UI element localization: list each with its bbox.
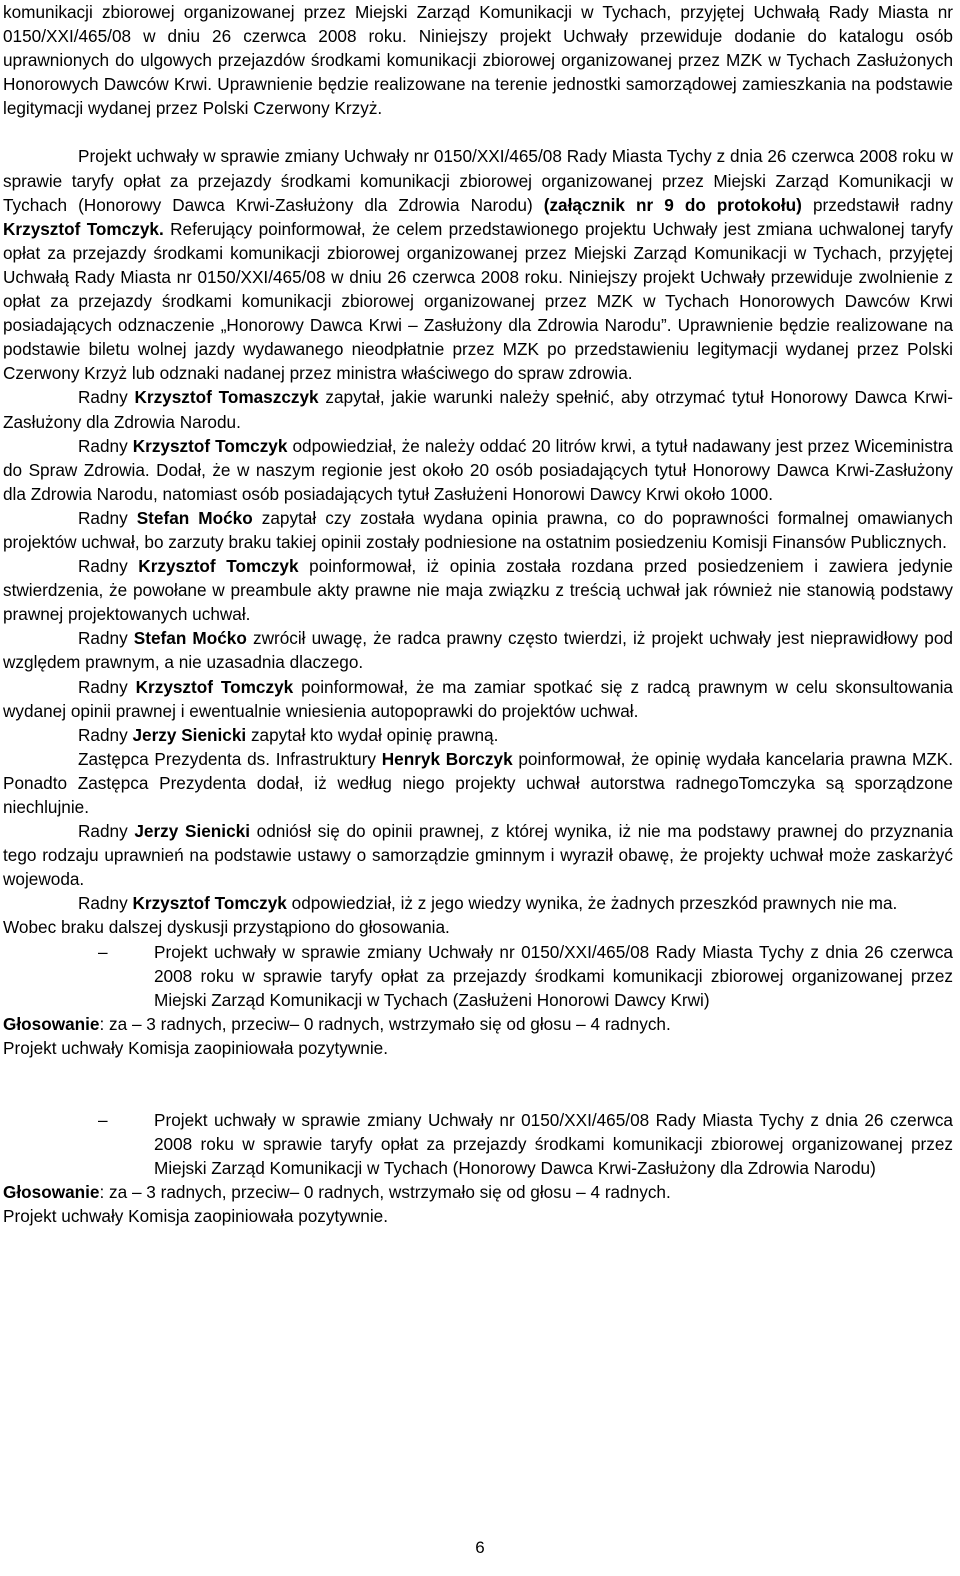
paragraph-tomczyk-3 xyxy=(3,675,953,723)
vote-item-2 xyxy=(3,1108,953,1180)
text: odpowiedział, że należy oddać 20 litrów krwi, a tytuł nadawany jest przez Wiceministra do Spraw Zdrowia. Dodał, że w naszym regionie jest około 20 osób posiadających tytuł Honorowy Dawca Krwi-Zasłużony dla Zdrowia Narodu, natomiast osób posiadających tytuł Zasłużeni Honorowi Dawcy Krwi około 1000. xyxy=(3,435,953,504)
text: Radny xyxy=(78,387,135,408)
vote-result-text: : za – 3 radnych, przeciw– 0 radnych, wstrzymało się od głosu – 4 radnych. xyxy=(99,1182,671,1203)
text: odpowiedział, iż z jego wiedzy wynika, że żadnych przeszkód prawnych nie ma. xyxy=(286,893,898,914)
text: Radny xyxy=(78,676,136,697)
dash-bullet: – xyxy=(98,1110,108,1131)
paragraph-tomczyk-4 xyxy=(3,891,953,915)
vote-result-1 xyxy=(3,1012,953,1036)
speaker-name: Krzysztof Tomczyk xyxy=(135,676,294,697)
paragraph-borczyk xyxy=(3,747,953,819)
spacer xyxy=(3,120,953,144)
text: Radny xyxy=(78,893,133,914)
vote-item-1 xyxy=(3,940,953,1012)
paragraph-mocko-2 xyxy=(3,626,953,674)
vote-item-text: Projekt uchwały w sprawie zmiany Uchwały nr 0150/XXI/465/08 Rady Miasta Tychy z dnia 26 czerwca 2008 roku w sprawie taryfy opłat za przejazdy środkami komunikacji zbiorowej organizowanej przez Miejski Zarząd Komunikacji w Tychach (Zasłużeni Honorowi Dawcy Krwi) xyxy=(154,941,953,1010)
vote-item-text: Projekt uchwały w sprawie zmiany Uchwały nr 0150/XXI/465/08 Rady Miasta Tychy z dnia 26 czerwca 2008 roku w sprawie taryfy opłat za przejazdy środkami komunikacji zbiorowej organizowanej przez Miejski Zarząd Komunikacji w Tychach (Honorowy Dawca Krwi-Zasłużony dla Zdrowia Narodu) xyxy=(154,1110,953,1179)
text: zapytał, jakie warunki należy spełnić, aby otrzymać tytuł Honorowy Dawca Krwi-Zasłużony dla Zdrowia Narodu. xyxy=(3,387,953,432)
speaker-name: Krzysztof Tomczyk. xyxy=(3,218,164,239)
speaker-name: Jerzy Sienicki xyxy=(132,724,247,745)
paragraph-wobec: Wobec braku dalszej dyskusji przystąpiono do głosowania. xyxy=(3,917,450,938)
paragraph-projekt xyxy=(3,144,953,385)
vote-result-2 xyxy=(3,1180,953,1204)
text: Radny xyxy=(78,556,139,577)
speaker-name: Krzysztof Tomaszczyk xyxy=(134,387,319,408)
text: zapytał kto wydał opinię prawną. xyxy=(246,724,499,745)
vote-result-text: : za – 3 radnych, przeciw– 0 radnych, wstrzymało się od głosu – 4 radnych. xyxy=(99,1013,671,1034)
text: Referujący poinformował, że celem przedstawionego projektu Uchwały jest zmiana uchwalonej taryfy opłat za przejazdy środkami komunikacji zbiorowej organizowanej przez Miejski Zarząd Komunikacji w Tychach, przyjętej Uchwałą Rady Miasta nr 0150/XXI/465/08 w dniu 26 czerwca 2008 roku. Niniejszy projekt Uchwały przewiduje zwolnienie z opłat za przejazdy środkami komunikacji zbiorowej organizowanej przez MZK w Tychach Honorowych Dawców Krwi posiadających odznaczenie „Honorowy Dawca Krwi – Zasłużony dla Zdrowia Narodu”. Uprawnienie będzie realizowane na podstawie biletu wolnej jazdy wydawanego nieodpłatnie przez MZK po przedstawieniu legitymacji wydanej przez Polski Czerwony Krzyż lub odznaki nadanej przez ministra właściwego do spraw zdrowia. xyxy=(3,218,953,384)
paragraph-sienicki-2 xyxy=(3,819,953,891)
text: Radny xyxy=(78,628,134,649)
paragraph-mocko-1 xyxy=(3,506,953,554)
text: zwrócił uwagę, że radca prawny często twierdzi, iż projekt uchwały jest nieprawidłowy pod względem prawnym, a nie uzasadnia dlaczego. xyxy=(3,628,953,673)
dash-bullet: – xyxy=(98,941,108,962)
text: przedstawił radny xyxy=(801,194,953,215)
intro-text: komunikacji zbiorowej organizowanej przez Miejski Zarząd Komunikacji w Tychach, przyjętej Uchwałą Rady Miasta nr 0150/XXI/465/08 w dniu 26 czerwca 2008 roku. Niniejszy projekt Uchwały przewiduje dodanie do katalogu osób uprawnionych do ulgowych przejazdów środkami komunikacji zbiorowej organizowanej przez MZK w Tychach Zasłużonych Honorowych Dawców Krwi. xyxy=(3,2,953,95)
text: Radny xyxy=(78,724,133,745)
attachment-ref: (załącznik nr 9 do protokołu) xyxy=(543,194,802,215)
page-number: 6 xyxy=(475,1538,485,1557)
paragraph-sienicki-1 xyxy=(3,723,953,747)
text: odniósł się do opinii prawnej, z której wynika, iż nie ma podstawy prawnej do przyznania tego rodzaju uprawnień na podstawie ustawy o samorządzie gminnym i wyraził obawę, że projekty uchwał może zaskarżyć wojewoda. xyxy=(3,821,953,890)
speaker-name: Stefan Moćko xyxy=(136,507,253,528)
paragraph-tomczyk-1 xyxy=(3,434,953,506)
speaker-name: Krzysztof Tomczyk xyxy=(132,435,288,456)
text: zapytał czy została wydana opinia prawna, co do poprawności formalnej omawianych projektów uchwał, bo zarzuty braku takiej opinii zostały podniesione na ostatnim posiedzeniu Komisji Finansów Publicznych. xyxy=(3,507,953,552)
text: poinformował, że opinię wydała kancelaria prawna MZK. Ponadto Zastępca Prezydenta dodał, iż według niego projekty uchwał autorstwa radnegoTomczyka są sporządzone niechlujnie. xyxy=(3,748,954,817)
text: Radny xyxy=(78,435,133,456)
text: Projekt uchwały w sprawie zmiany Uchwały nr 0150/XXI/465/08 Rady Miasta Tychy z dnia 26 czerwca 2008 roku w sprawie taryfy opłat za przejazdy środkami komunikacji zbiorowej organizowanej przez Miejski Zarząd Komunikacji w Tychach (Honorowy Dawca Krwi-Zasłużony dla Zdrowia Narodu) xyxy=(3,146,953,215)
intro-text-2: Uprawnienie będzie realizowane na terenie jednostki samorządowej zamieszkania na podstawie legitymacji wydanej przez Polski Czerwony Krzyż. xyxy=(3,74,953,119)
speaker-name: Henryk Borczyk xyxy=(381,748,513,769)
spacer xyxy=(3,1086,953,1108)
speaker-name: Stefan Moćko xyxy=(133,628,247,649)
speaker-name: Krzysztof Tomczyk xyxy=(138,556,299,577)
speaker-name: Jerzy Sienicki xyxy=(134,821,250,842)
vote-label: Głosowanie xyxy=(3,1182,100,1203)
text: poinformował, że ma zamiar spotkać się z radcą prawnym w celu skonsultowania wydanej opinii prawnej i ewentualnie wniesienia autopoprawki do projektów uchwał. xyxy=(3,676,953,721)
document-body xyxy=(3,0,953,1229)
text: Radny xyxy=(78,821,135,842)
speaker-name: Krzysztof Tomczyk xyxy=(132,893,287,914)
vote-opinion-1: Projekt uchwały Komisja zaopiniowała pozytywnie. xyxy=(3,1037,388,1058)
vote-opinion-2: Projekt uchwały Komisja zaopiniowała pozytywnie. xyxy=(3,1206,388,1227)
intro-paragraph xyxy=(3,0,953,120)
text: Radny xyxy=(78,507,137,528)
text: poinformował, iż opinia została rozdana przed posiedzeniem i zawiera jedynie stwierdzenia, że powołane w preambule akty prawne nie maja związku z treścią uchwał jak również nie stanowią podstawy prawnej projektowanych uchwał. xyxy=(3,556,953,625)
vote-label: Głosowanie xyxy=(3,1013,100,1034)
paragraph-tomczyk-2 xyxy=(3,554,953,626)
text: Zastępca Prezydenta ds. Infrastruktury xyxy=(78,748,382,769)
paragraph-tomaszczyk xyxy=(3,385,953,433)
spacer xyxy=(3,1060,953,1086)
